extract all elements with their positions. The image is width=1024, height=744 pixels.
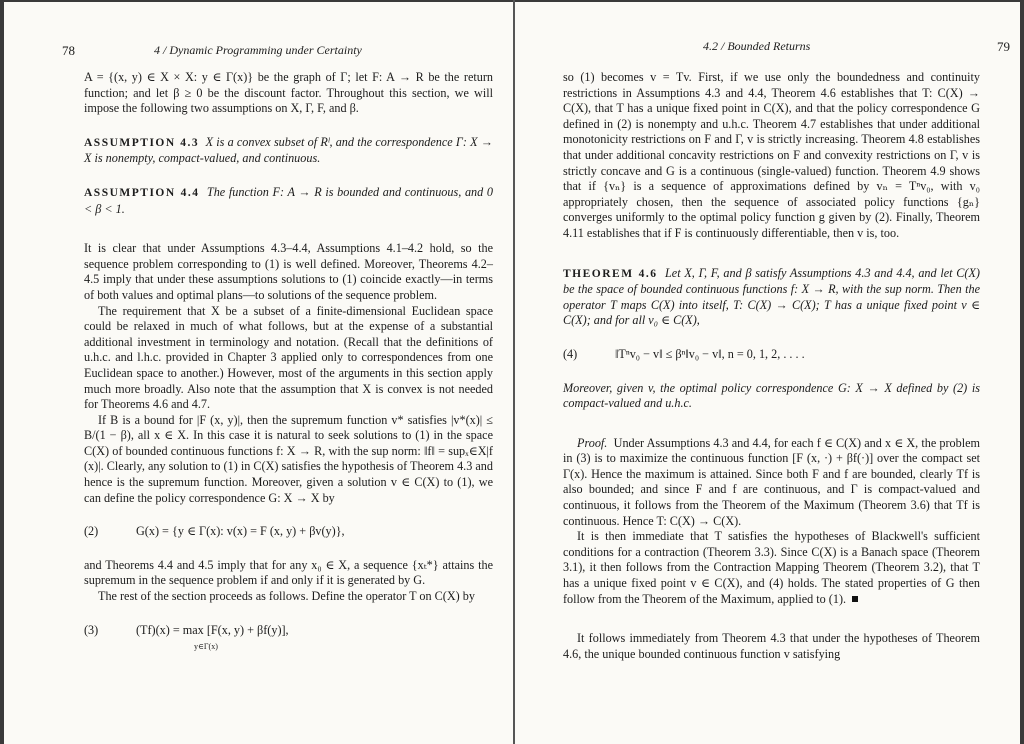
assumption-4-3-label: ASSUMPTION 4.3 (84, 136, 200, 149)
left-page-number: 78 (62, 43, 75, 58)
left-running-head: 4 / Dynamic Programming under Certainty (154, 43, 362, 57)
assumption-4-3 (84, 135, 493, 167)
proof-continuation (563, 529, 980, 607)
qed-square-icon (852, 596, 858, 602)
assumption-4-4-label: ASSUMPTION 4.4 (84, 186, 200, 199)
assumption-4-4-text: The function F: A → R is bounded and continuous, and 0 < β < 1. (84, 184, 494, 216)
equation-3-number: (3) (84, 622, 99, 637)
equation-4-number: (4) (563, 346, 578, 361)
right-page (515, 2, 1020, 744)
overview-paragraph: so (1) becomes v = Tv. First, if we use only the boundedness and continuity restrictions in Assumptions 4.3 and 4.4, Theorem 4.6 establishes that T: C(X) → C(X), that T has a unique fixed point in C(X), and that the policy correspondence G defined in (2) is nonempty and u.h.c. Theorem 4.7 establishes that under additional monotonicity restrictions on F and Γ, v is strictly increasing. Theorem 4.8 establishes that under additional concavity restrictions on F and convexity restrictions on Γ, v is strictly concave and G is a continuous (single-valued) function. Theorem 4.9 shows that if {vₙ} is a sequence of approximations defined by vₙ = Tⁿv₀, with v₀ appropriately chosen, then the sequence of associated policy functions {gₙ} converges uniformly to the optimal policy function g given by (2). Finally, Theorem 4.11 establishes that if F is continuously differentiable, then v is, too. (563, 70, 980, 240)
equation-3-subscript: y∈Γ(x) (194, 642, 218, 652)
proof-label: Proof. (577, 435, 608, 450)
right-page-number: 79 (997, 39, 1010, 54)
proof-text: Under Assumptions 4.3 and 4.4, for each f ∈ C(X) and x ∈ X, the problem in (3) is to maximize the continuous function [F (x, ·) + βf(·)] over the compact set Γ(x). Hence the maximum is attained. Since both F and f are bounded, clearly Tf is also bounded; and since F and f are continuous, and Γ is compact-valued and continuous, it follows from the Theorem of the Maximum (Theorem 3.6) that Tf is continuous. Hence T: C(X) → C(X). (563, 435, 981, 528)
bound-paragraph: If B is a bound for |F (x, y)|, then the supremum function v* satisfies |v*(x)| ≤ B/(1 − β), all x ∈ X. In this case it is natural to seek solutions to (1) in the space C(X) of bounded continuous functions f: X → R, with the sup norm: ‖f‖ = supₓ∈X|f (x)|. Clearly, any solution to (1) in C(X) satisfies the hypothesis of Theorem 4.3 and hence is the supremum function. Moreover, given a solution v ∈ C(X) to (1), we can define the policy correspondence G: X → X by (84, 412, 493, 505)
equation-3-text: (Tf)(x) = max [F(x, y) + βf(y)], (136, 622, 289, 637)
requirement-paragraph: The requirement that X be a subset of a finite-dimensional Euclidean space could be relaxed in much of what follows, but at the expense of a substantial additional investment in terminology and notation. (Recall that the definitions of u.h.c. and l.h.c. provided in Chapter 3 applied only to correspondences from one Euclidean space to another.) However, most of the arguments in this section apply much more broadly. Also note that the assumption that X is convex is not needed for Theorems 4.6 and 4.7. (84, 303, 493, 412)
left-running-header (62, 40, 493, 60)
right-running-header (563, 39, 1010, 60)
theorem-4-6-moreover: Moreover, given v, the optimal policy correspondence G: X → X defined by (2) is compact-valued and u.h.c. (563, 380, 980, 411)
theorem-4-6-label: THEOREM 4.6 (563, 267, 658, 280)
clear-paragraph: It is clear that under Assumptions 4.3–4.4, Assumptions 4.1–4.2 hold, so the sequence problem corresponding to (1) is well defined. Moreover, Theorems 4.2–4.5 imply that under these assumptions solutions to (1) coincide exactly—in terms of both values and optimal plans—to solutions of the sequence problem. (84, 241, 493, 302)
graph-definition-paragraph: A = {(x, y) ∈ X × X: y ∈ Γ(x)} be the graph of Γ; let F: A → R be the return function; and let β ≥ 0 be the discount factor. Throughout this section, we will impose the following two assumptions on X, Γ, F, and β. (84, 70, 493, 116)
equation-4-text: ‖Tⁿv₀ − v‖ ≤ βⁿ‖v₀ − v‖, n = 0, 1, 2, . . . . (615, 346, 805, 361)
proof-continuation-text: It is then immediate that T satisfies the hypotheses of Blackwell's sufficient conditions for a contraction (Theorem 3.3). Since C(X) is a Banach space (Theorem 3.1), it then follows from the Contraction Mapping Theorem (Theorem 3.2), that T has a unique fixed point v ∈ C(X), and (4) holds. The stated properties of G then follow from the Theorem of the Maximum, applied to (1). (563, 529, 980, 606)
theorems-paragraph: and Theorems 4.4 and 4.5 imply that for any x₀ ∈ X, a sequence {xₜ*} attains the supremum in the sequence problem if and only if it is generated by G. (84, 557, 493, 588)
equation-2-number: (2) (84, 524, 99, 539)
assumption-4-4 (84, 185, 493, 217)
follows-paragraph: It follows immediately from Theorem 4.3 that under the hypotheses of Theorem 4.6, the unique bounded continuous function v satisfying (563, 631, 980, 661)
equation-3 (84, 623, 493, 654)
left-page (4, 2, 513, 744)
right-running-head: 4.2 / Bounded Returns (703, 39, 811, 53)
equation-4 (563, 347, 980, 363)
equation-2-text: G(x) = {y ∈ Γ(x): v(x) = F (x, y) + βv(y)}, (136, 524, 345, 539)
rest-of-section-paragraph: The rest of the section proceeds as follows. Define the operator T on C(X) by (98, 589, 475, 604)
assumption-4-3-text: X is a convex subset of Rˡ, and the correspondence Γ: X → X is nonempty, compact-valued, and continuous. (84, 134, 493, 166)
equation-2 (84, 524, 493, 540)
proof-paragraph (563, 436, 980, 530)
theorem-4-6 (563, 266, 980, 329)
theorem-4-6-text: Let X, Γ, F, and β satisfy Assumptions 4.3 and 4.4, and let C(X) be the space of bounded continuous functions f: X → R, with the sup norm. Then the operator T maps C(X) into itself, T: C(X) → C(X); T has a unique fixed point v ∈ C(X); and for all v₀ ∈ C(X), (563, 265, 980, 328)
